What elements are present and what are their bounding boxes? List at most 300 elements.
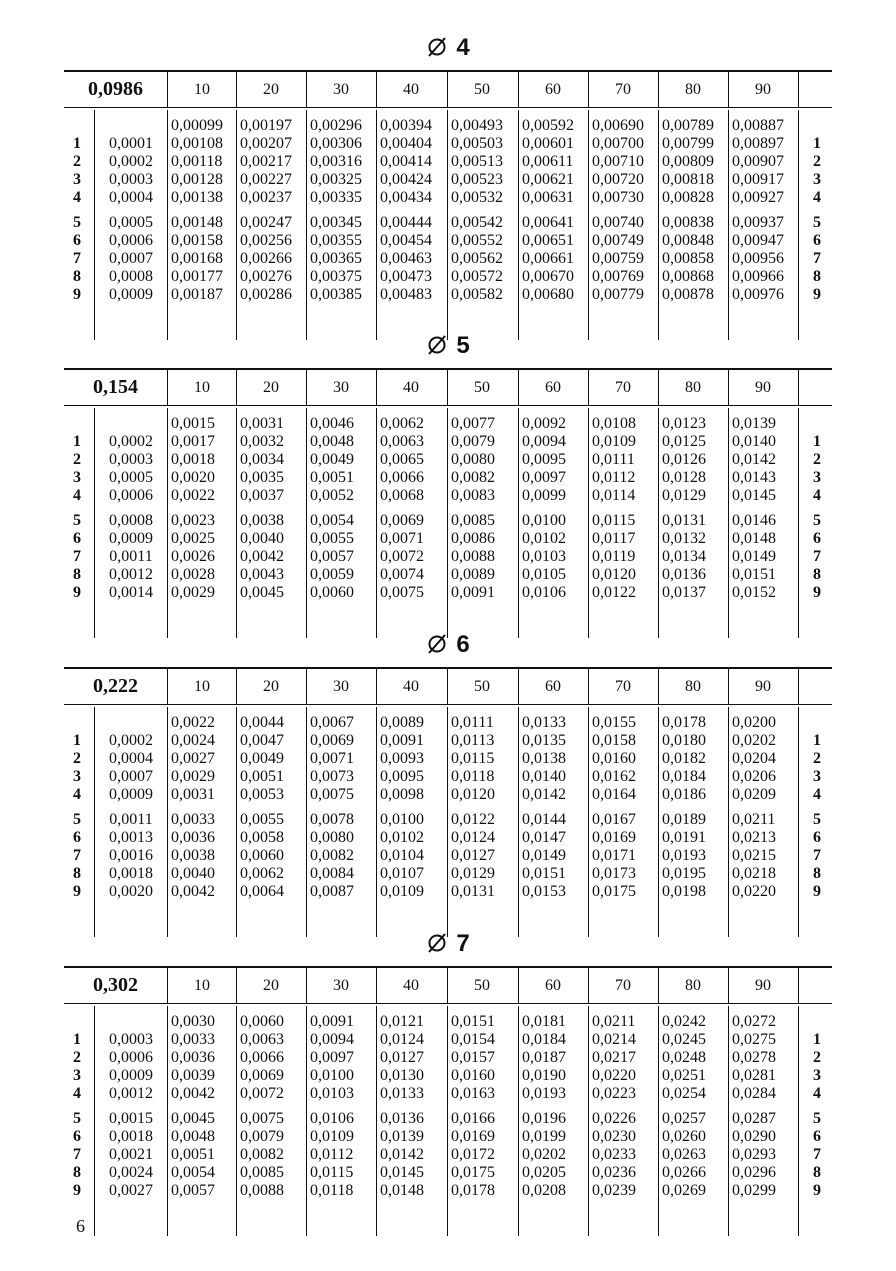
table-cell: 0,0082 (451, 469, 495, 486)
unit-value: 0,0008 (109, 268, 153, 285)
table-cell: 0,0130 (380, 1067, 424, 1084)
table-cell: 0,0083 (451, 487, 495, 504)
table-cell: 0,0112 (310, 1146, 354, 1163)
table-cell: 0,0108 (592, 415, 636, 432)
table-cell: 0,0233 (592, 1146, 636, 1163)
column-divider (376, 370, 377, 405)
table-cell: 0,0087 (310, 883, 354, 900)
table-cell: 0,0092 (522, 415, 566, 432)
section-title (64, 34, 832, 62)
table-cell: 0,0037 (240, 487, 284, 504)
table-cell: 0,00237 (240, 189, 292, 206)
table-cell: 0,00966 (732, 268, 784, 285)
column-header: 20 (263, 379, 279, 396)
column-divider (658, 72, 659, 107)
table-cell: 0,0052 (310, 487, 354, 504)
table-cell: 0,0043 (240, 566, 284, 583)
table-cell: 0,0230 (592, 1128, 636, 1145)
column-divider (658, 669, 659, 704)
table-cell: 0,00434 (380, 189, 432, 206)
column-divider (167, 707, 168, 937)
table-cell: 0,0175 (592, 883, 636, 900)
row-label: 8 (73, 566, 81, 583)
table-cell: 0,0220 (592, 1067, 636, 1084)
unit-value: 0,0004 (109, 189, 153, 206)
diameter-icon (426, 36, 448, 58)
table-cell: 0,0223 (592, 1085, 636, 1102)
table-cell: 0,0074 (380, 566, 424, 583)
table-cell: 0,0127 (380, 1049, 424, 1066)
table-cell: 0,0015 (171, 415, 215, 432)
table-cell: 0,0290 (732, 1128, 776, 1145)
unit-value: 0,0003 (109, 451, 153, 468)
table-cell: 0,0065 (380, 451, 424, 468)
table-cell: 0,00749 (592, 232, 644, 249)
table-cell: 0,00878 (662, 286, 714, 303)
table-cell: 0,0060 (310, 584, 354, 601)
column-divider (447, 408, 448, 638)
table-cell: 0,0112 (592, 469, 636, 486)
column-divider (798, 669, 799, 704)
table-cell: 0,0105 (522, 566, 566, 583)
table-cell: 0,00247 (240, 214, 292, 231)
table-cell: 0,00473 (380, 268, 432, 285)
column-divider (167, 110, 168, 340)
table-cell: 0,0118 (451, 768, 495, 785)
table-cell: 0,0281 (732, 1067, 776, 1084)
row-label: 9 (73, 1182, 81, 1199)
column-header: 90 (755, 81, 771, 98)
table-cell: 0,0111 (592, 451, 635, 468)
column-divider (376, 72, 377, 107)
table-cell: 0,00670 (522, 268, 574, 285)
table-cell: 0,0120 (451, 786, 495, 803)
table-cell: 0,0093 (380, 750, 424, 767)
row-label: 4 (73, 189, 81, 206)
column-divider (518, 110, 519, 340)
table-cell: 0,0147 (522, 829, 566, 846)
data-table (64, 966, 832, 1199)
table-cell: 0,0226 (592, 1110, 636, 1127)
row-label: 3 (73, 469, 81, 486)
table-cell: 0,0036 (171, 1049, 215, 1066)
table-cell: 0,00740 (592, 214, 644, 231)
table-cell: 0,0251 (662, 1067, 706, 1084)
unit-value: 0,0016 (109, 847, 153, 864)
row-label: 1 (73, 1031, 81, 1048)
table-cell: 0,0042 (171, 1085, 215, 1102)
row-label-right: 3 (813, 171, 821, 188)
row-label: 4 (73, 786, 81, 803)
row-label-right: 3 (813, 469, 821, 486)
column-divider (236, 110, 237, 340)
table-cell: 0,00483 (380, 286, 432, 303)
table-cell: 0,0106 (522, 584, 566, 601)
table-cell: 0,0213 (732, 829, 776, 846)
column-divider (447, 1006, 448, 1236)
table-cell: 0,0051 (171, 1146, 215, 1163)
table-cell: 0,00897 (732, 135, 784, 152)
row-label: 7 (73, 847, 81, 864)
section-diameter: 4 (456, 34, 470, 61)
column-divider (306, 370, 307, 405)
unit-value: 0,0020 (109, 883, 153, 900)
table-cell: 0,0071 (310, 750, 354, 767)
table-cell: 0,0091 (380, 732, 424, 749)
column-divider (447, 72, 448, 107)
table-cell: 0,00158 (171, 232, 223, 249)
table-cell: 0,0205 (522, 1164, 566, 1181)
column-divider (518, 72, 519, 107)
column-divider (588, 110, 589, 340)
table-cell: 0,0127 (451, 847, 495, 864)
column-header: 90 (755, 678, 771, 695)
column-header: 70 (615, 379, 631, 396)
unit-value: 0,0005 (109, 214, 153, 231)
table-cell: 0,0109 (380, 883, 424, 900)
column-divider (167, 408, 168, 638)
row-label-right: 2 (813, 750, 821, 767)
unit-value: 0,0007 (109, 250, 153, 267)
table-cell: 0,0245 (662, 1031, 706, 1048)
table-cell: 0,00651 (522, 232, 574, 249)
table-header-rule (64, 405, 832, 406)
table-cell: 0,0164 (592, 786, 636, 803)
column-header: 90 (755, 379, 771, 396)
row-label: 1 (73, 732, 81, 749)
table-cell: 0,0126 (662, 451, 706, 468)
row-label-right (808, 415, 826, 433)
table-cell: 0,0121 (380, 1013, 424, 1030)
table-cell: 0,00562 (451, 250, 503, 267)
table-cell: 0,0166 (451, 1110, 495, 1127)
table-cell: 0,0025 (171, 530, 215, 547)
table-cell: 0,0055 (310, 530, 354, 547)
table-cell: 0,0080 (310, 829, 354, 846)
table-cell: 0,00611 (522, 153, 574, 170)
table-cell: 0,0149 (522, 847, 566, 864)
table-cell: 0,0193 (662, 847, 706, 864)
column-header: 70 (615, 678, 631, 695)
unit-value (98, 1013, 164, 1031)
table-cell: 0,0275 (732, 1031, 776, 1048)
table-cell: 0,00868 (662, 268, 714, 285)
table-cell: 0,0040 (240, 530, 284, 547)
table-cell: 0,0051 (310, 469, 354, 486)
data-table (64, 70, 832, 303)
row-label-right: 5 (813, 811, 821, 828)
column-header: 30 (333, 977, 349, 994)
unit-value: 0,0009 (109, 786, 153, 803)
unit-value: 0,0007 (109, 768, 153, 785)
table-cell: 0,0181 (522, 1013, 566, 1030)
table-cell: 0,0068 (380, 487, 424, 504)
table-cell: 0,0103 (522, 548, 566, 565)
table-section (64, 34, 832, 303)
column-divider (167, 669, 168, 704)
table-cell: 0,0257 (662, 1110, 706, 1127)
unit-value: 0,0002 (109, 433, 153, 450)
table-cell: 0,0115 (310, 1164, 354, 1181)
section-diameter: 5 (456, 332, 470, 359)
table-cell: 0,0214 (592, 1031, 636, 1048)
table-cell: 0,00099 (171, 117, 223, 134)
table-cell: 0,0054 (171, 1164, 215, 1181)
unit-value: 0,0002 (109, 732, 153, 749)
unit-value (98, 117, 164, 135)
row-label: 6 (73, 829, 81, 846)
unit-value: 0,0003 (109, 171, 153, 188)
row-label: 7 (73, 250, 81, 267)
column-divider (167, 968, 168, 1003)
column-divider (588, 72, 589, 107)
table-cell: 0,0119 (592, 548, 636, 565)
column-divider (376, 669, 377, 704)
table-cell: 0,0211 (732, 811, 776, 828)
row-label (68, 415, 86, 433)
column-divider (728, 707, 729, 937)
table-cell: 0,00266 (240, 250, 292, 267)
table-cell: 0,0136 (662, 566, 706, 583)
unit-value: 0,0018 (109, 1128, 153, 1145)
column-divider (658, 707, 659, 937)
column-divider (658, 370, 659, 405)
row-label-right: 3 (813, 768, 821, 785)
data-table (64, 667, 832, 900)
table-cell: 0,00128 (171, 171, 223, 188)
table-cell: 0,0071 (380, 530, 424, 547)
column-divider (588, 707, 589, 937)
table-cell: 0,00523 (451, 171, 503, 188)
table-cell: 0,0284 (732, 1085, 776, 1102)
table-cell: 0,00454 (380, 232, 432, 249)
table-cell: 0,00286 (240, 286, 292, 303)
table-cell: 0,0151 (732, 566, 776, 583)
table-cell: 0,0111 (451, 714, 494, 731)
table-cell: 0,00424 (380, 171, 432, 188)
table-cell: 0,00976 (732, 286, 784, 303)
table-header-rule (64, 107, 832, 108)
row-label: 6 (73, 530, 81, 547)
unit-value: 0,0006 (109, 232, 153, 249)
table-cell: 0,0296 (732, 1164, 776, 1181)
table-cell: 0,00769 (592, 268, 644, 285)
row-label-right: 6 (813, 829, 821, 846)
row-label (68, 1013, 86, 1031)
table-cell: 0,00217 (240, 153, 292, 170)
table-cell: 0,0211 (592, 1013, 636, 1030)
row-label-right: 2 (813, 451, 821, 468)
table-cell: 0,0248 (662, 1049, 706, 1066)
row-label-right: 8 (813, 566, 821, 583)
column-divider (236, 408, 237, 638)
row-label-right: 6 (813, 1128, 821, 1145)
table-cell: 0,00720 (592, 171, 644, 188)
table-cell: 0,0142 (522, 786, 566, 803)
table-cell: 0,00385 (310, 286, 362, 303)
table-cell: 0,0026 (171, 548, 215, 565)
table-cell: 0,0088 (451, 548, 495, 565)
table-cell: 0,0036 (171, 829, 215, 846)
table-cell: 0,00532 (451, 189, 503, 206)
table-cell: 0,0049 (310, 451, 354, 468)
table-cell: 0,0220 (732, 883, 776, 900)
table-cell: 0,0145 (732, 487, 776, 504)
row-label-right (808, 714, 826, 732)
table-cell: 0,00631 (522, 189, 574, 206)
unit-value: 0,0001 (109, 135, 153, 152)
table-cell: 0,00582 (451, 286, 503, 303)
table-cell: 0,00306 (310, 135, 362, 152)
column-divider (306, 408, 307, 638)
table-cell: 0,0120 (592, 566, 636, 583)
table-cell: 0,0066 (380, 469, 424, 486)
row-label-right: 9 (813, 883, 821, 900)
row-label-right: 7 (813, 1146, 821, 1163)
section-title (64, 930, 832, 958)
column-header: 40 (403, 379, 419, 396)
table-cell: 0,0033 (171, 1031, 215, 1048)
row-label-right: 9 (813, 584, 821, 601)
table-cell: 0,0042 (240, 548, 284, 565)
table-cell: 0,0094 (522, 433, 566, 450)
column-divider (588, 1006, 589, 1236)
table-cell: 0,00207 (240, 135, 292, 152)
column-divider (236, 72, 237, 107)
column-divider (376, 707, 377, 937)
table-cell: 0,00956 (732, 250, 784, 267)
table-cell: 0,0075 (310, 786, 354, 803)
table-cell: 0,0031 (240, 415, 284, 432)
table-cell: 0,0206 (732, 768, 776, 785)
table-cell: 0,0208 (522, 1182, 566, 1199)
table-cell: 0,0046 (310, 415, 354, 432)
column-divider (306, 72, 307, 107)
row-label-right: 2 (813, 1049, 821, 1066)
table-cell: 0,0122 (451, 811, 495, 828)
unit-value: 0,0011 (109, 548, 153, 565)
row-label-right: 4 (813, 1085, 821, 1102)
table-cell: 0,0269 (662, 1182, 706, 1199)
row-label: 7 (73, 548, 81, 565)
column-divider (588, 968, 589, 1003)
table-cell: 0,0035 (240, 469, 284, 486)
table-cell: 0,0131 (451, 883, 495, 900)
table-cell: 0,00927 (732, 189, 784, 206)
column-divider (798, 408, 799, 638)
table-cell: 0,00335 (310, 189, 362, 206)
table-cell: 0,00118 (171, 153, 223, 170)
table-section (64, 631, 832, 900)
table-cell: 0,0023 (171, 512, 215, 529)
row-label-right: 5 (813, 512, 821, 529)
table-cell: 0,0190 (522, 1067, 566, 1084)
table-cell: 0,0048 (171, 1128, 215, 1145)
row-label-right: 8 (813, 865, 821, 882)
section-diameter: 6 (456, 631, 470, 658)
table-cell: 0,0089 (451, 566, 495, 583)
column-divider (728, 1006, 729, 1236)
table-base-value: 0,0986 (88, 78, 143, 100)
column-divider (798, 1006, 799, 1236)
unit-value: 0,0011 (109, 811, 153, 828)
table-cell: 0,0109 (310, 1128, 354, 1145)
unit-value: 0,0006 (109, 1049, 153, 1066)
column-header: 50 (474, 977, 490, 994)
table-cell: 0,0094 (310, 1031, 354, 1048)
table-cell: 0,0293 (732, 1146, 776, 1163)
table-cell: 0,0209 (732, 786, 776, 803)
row-label-right: 1 (813, 1031, 821, 1048)
column-divider (376, 968, 377, 1003)
row-label-right: 4 (813, 487, 821, 504)
column-header: 30 (333, 81, 349, 98)
column-divider (588, 370, 589, 405)
column-divider (798, 72, 799, 107)
table-cell: 0,00394 (380, 117, 432, 134)
table-cell: 0,0047 (240, 732, 284, 749)
table-cell: 0,0186 (662, 786, 706, 803)
table-cell: 0,0171 (592, 847, 636, 864)
table-cell: 0,00177 (171, 268, 223, 285)
table-cell: 0,0060 (240, 1013, 284, 1030)
table-cell: 0,0148 (732, 530, 776, 547)
table-cell: 0,0139 (732, 415, 776, 432)
table-cell: 0,0204 (732, 750, 776, 767)
table-cell: 0,0062 (240, 865, 284, 882)
table-cell: 0,0079 (451, 433, 495, 450)
table-header-rule (64, 1003, 832, 1004)
table-cell: 0,0175 (451, 1164, 495, 1181)
table-cell: 0,0287 (732, 1110, 776, 1127)
unit-value: 0,0005 (109, 469, 153, 486)
row-label: 2 (73, 750, 81, 767)
column-divider (518, 408, 519, 638)
table-cell: 0,00503 (451, 135, 503, 152)
column-header: 40 (403, 977, 419, 994)
table-cell: 0,00542 (451, 214, 503, 231)
table-cell: 0,00187 (171, 286, 223, 303)
row-label (68, 117, 86, 135)
row-label-right: 2 (813, 153, 821, 170)
table-cell: 0,0057 (171, 1182, 215, 1199)
table-cell: 0,0195 (662, 865, 706, 882)
table-cell: 0,0100 (310, 1067, 354, 1084)
column-header: 50 (474, 678, 490, 695)
table-cell: 0,0115 (592, 512, 636, 529)
row-label: 5 (73, 1110, 81, 1127)
column-divider (306, 669, 307, 704)
row-label-right: 6 (813, 232, 821, 249)
row-label: 4 (73, 1085, 81, 1102)
table-cell: 0,0029 (171, 768, 215, 785)
row-label-right: 4 (813, 189, 821, 206)
table-cell: 0,0260 (662, 1128, 706, 1145)
column-header: 40 (403, 678, 419, 695)
table-cell: 0,0178 (662, 714, 706, 731)
table-cell: 0,0124 (451, 829, 495, 846)
row-label: 2 (73, 451, 81, 468)
table-cell: 0,00799 (662, 135, 714, 152)
table-cell: 0,0254 (662, 1085, 706, 1102)
unit-value: 0,0009 (109, 1067, 153, 1084)
column-divider (447, 669, 448, 704)
table-cell: 0,0146 (732, 512, 776, 529)
table-cell: 0,0069 (380, 512, 424, 529)
column-divider (588, 669, 589, 704)
page-number: 6 (76, 1216, 85, 1236)
column-divider (167, 1006, 168, 1236)
